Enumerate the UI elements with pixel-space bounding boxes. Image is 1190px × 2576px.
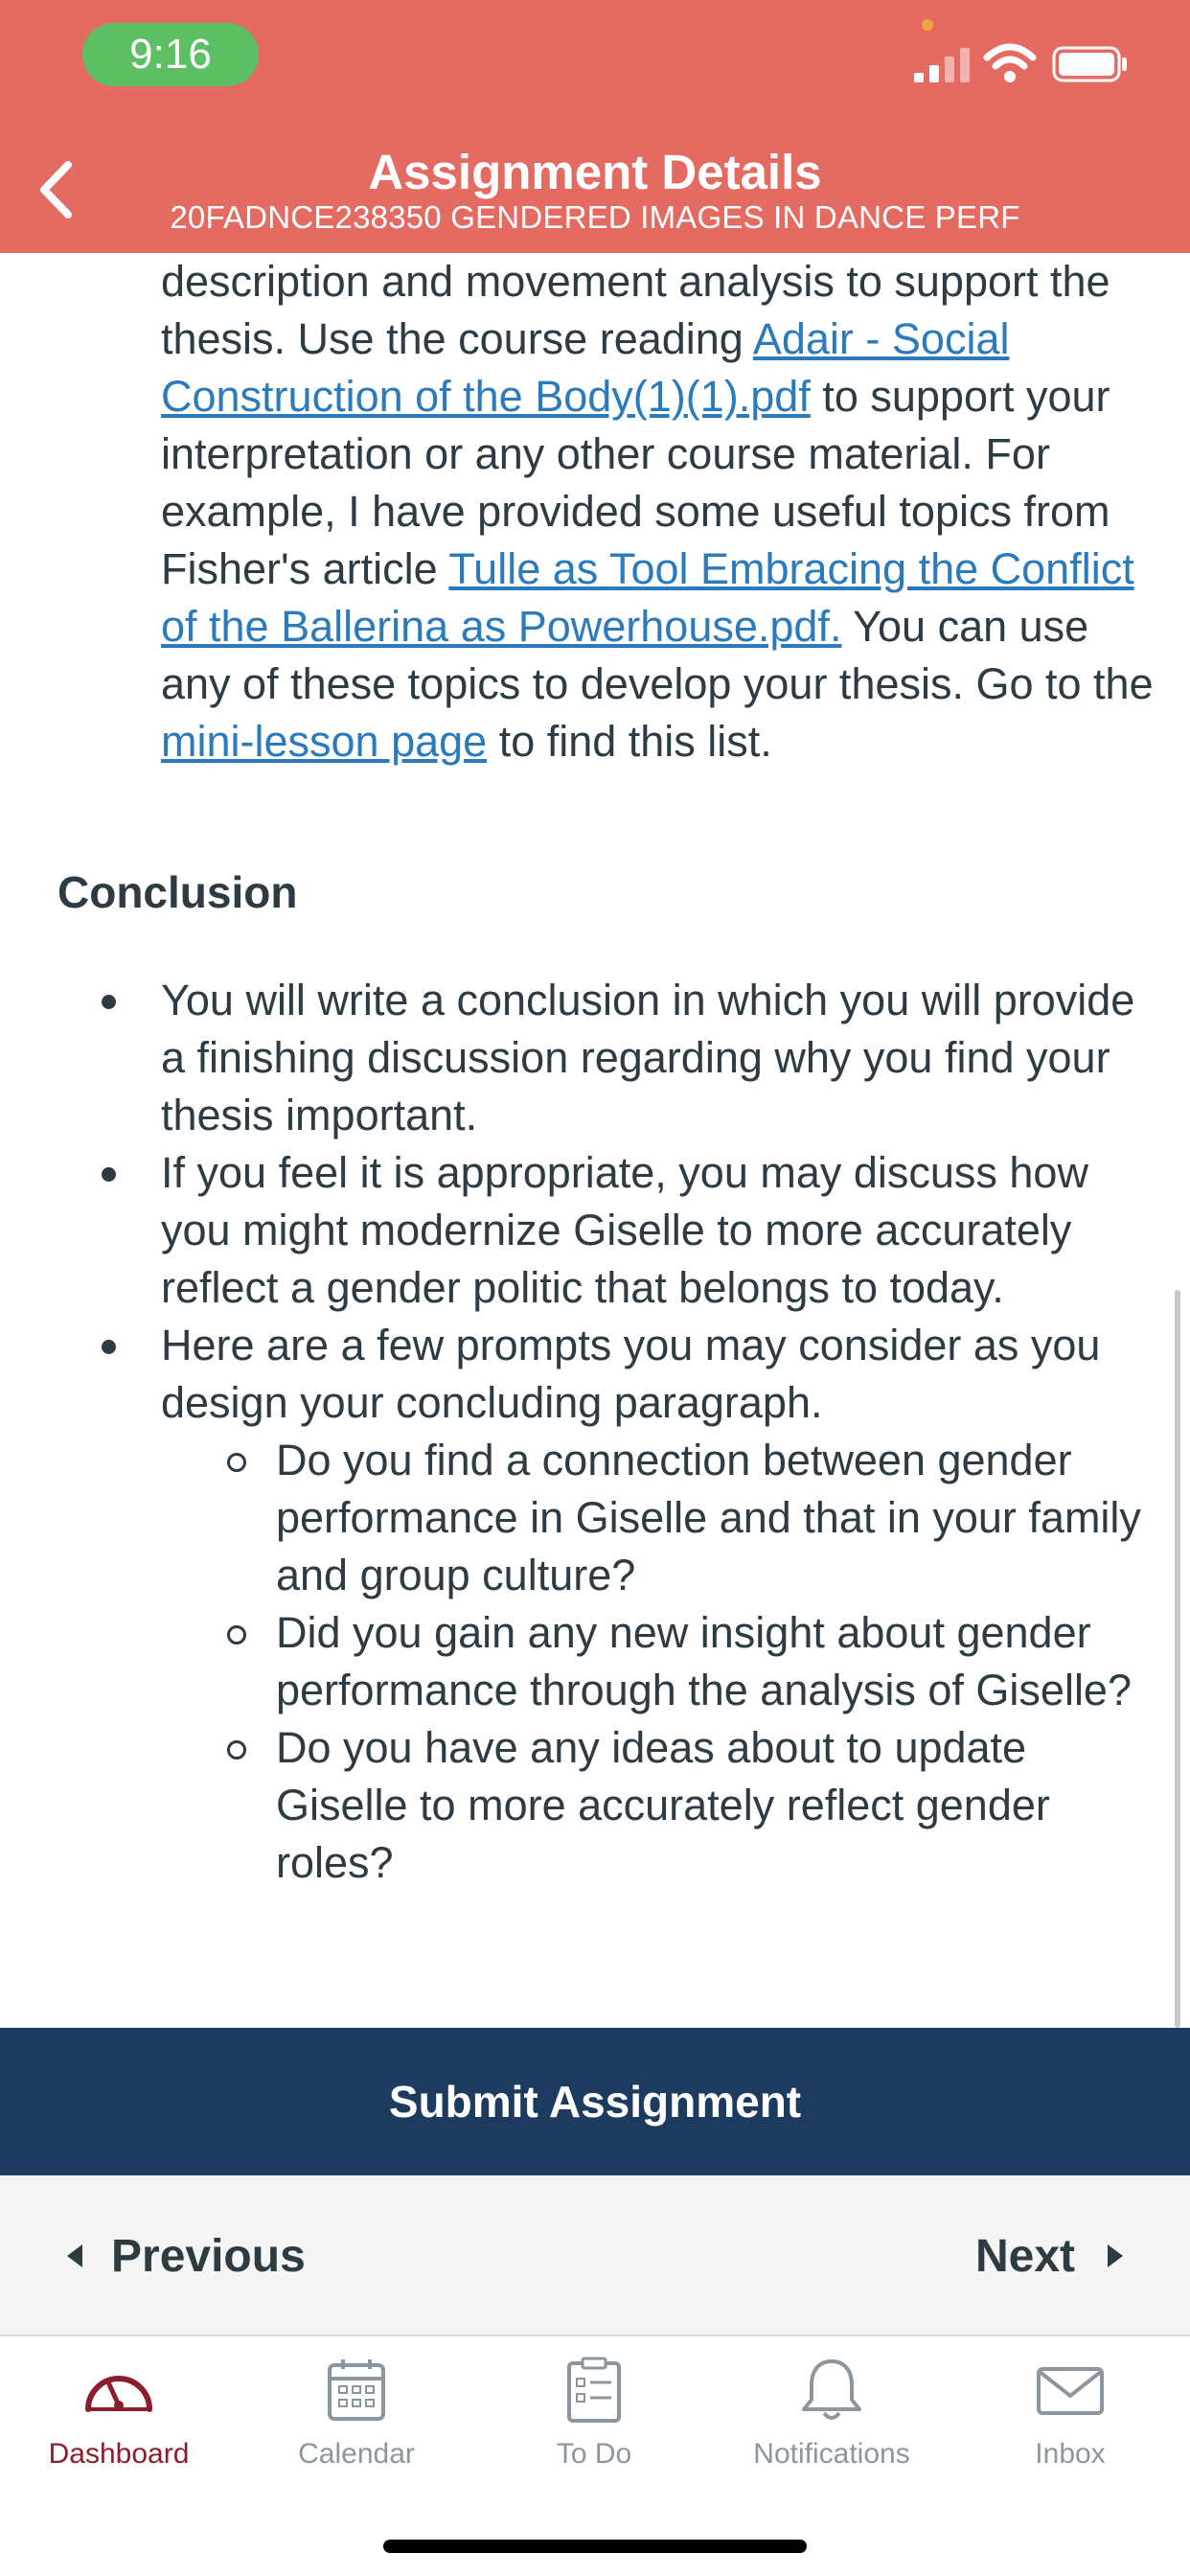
sub-list-item: Did you gain any new insight about gender performance through the analysis of Giselle? xyxy=(276,1604,1157,1719)
tab-dashboard[interactable] xyxy=(0,2356,238,2499)
list-item-text: Here are a few prompts you may consider as you design your concluding paragraph. xyxy=(161,1321,1101,1427)
intro-text-3: You can use any of these topics to develop your thesis. Go to the xyxy=(161,602,1154,708)
sub-list-item: Do you have any ideas about to update Giselle to more accurately reflect gender roles? xyxy=(276,1719,1157,1892)
tab-label: Calendar xyxy=(298,2438,415,2470)
recording-indicator-icon xyxy=(922,19,933,31)
home-indicator[interactable] xyxy=(383,2540,807,2553)
tab-label: Inbox xyxy=(1035,2438,1106,2470)
caret-right-icon xyxy=(1108,2244,1123,2267)
list-item xyxy=(161,1317,1157,1892)
tab-calendar[interactable] xyxy=(238,2356,475,2499)
previous-button[interactable] xyxy=(67,2225,306,2287)
submit-assignment-button[interactable]: Submit Assignment xyxy=(0,2028,1190,2175)
app-header xyxy=(0,0,1190,253)
assignment-content[interactable] xyxy=(0,253,1190,2028)
conclusion-heading: Conclusion xyxy=(57,867,298,917)
tab-todo[interactable] xyxy=(475,2356,713,2499)
content-scrollbar[interactable] xyxy=(1175,1290,1180,2028)
calendar-icon xyxy=(326,2356,387,2423)
battery-icon xyxy=(1052,46,1129,82)
tab-label: To Do xyxy=(556,2438,632,2470)
tab-notifications[interactable] xyxy=(713,2356,950,2499)
next-label: Next xyxy=(974,2230,1075,2282)
tab-label: Dashboard xyxy=(48,2438,190,2470)
wifi-icon xyxy=(983,42,1037,84)
conclusion-list xyxy=(161,972,1157,1892)
next-button[interactable] xyxy=(975,2225,1123,2287)
prompt-sublist xyxy=(276,1432,1157,1892)
sub-list-item: Do you find a connection between gender performance in Giselle and that in your family and group culture? xyxy=(276,1432,1157,1604)
tab-label: Notifications xyxy=(753,2438,910,2470)
cellular-signal-icon xyxy=(914,48,970,82)
previous-label: Previous xyxy=(111,2230,306,2282)
caret-left-icon xyxy=(67,2244,82,2267)
bell-icon xyxy=(798,2356,865,2423)
adair-reading-link[interactable]: Adair - Social Construction of the Body(1)(1).pdf xyxy=(161,314,1010,421)
tab-inbox[interactable] xyxy=(950,2356,1190,2499)
tulle-article-link[interactable]: Tulle as Tool Embracing the Conflict of the Ballerina as Powerhouse.pdf. xyxy=(161,544,1134,651)
list-item: You will write a conclusion in which you will provide a finishing discussion regarding why you find your thesis important. xyxy=(161,972,1157,1144)
list-item: If you feel it is appropriate, you may discuss how you might modernize Giselle to more accurately reflect a gender politic that belongs to today. xyxy=(161,1144,1157,1317)
mini-lesson-link[interactable]: mini-lesson page xyxy=(161,717,488,766)
page-title: Assignment Details xyxy=(368,145,822,199)
intro-text-2: to support your interpretation or any other course material. For example, I have provided some useful topics from Fisher's article xyxy=(161,372,1110,593)
clipboard-icon xyxy=(563,2356,625,2423)
status-time: 9:16 xyxy=(82,23,259,86)
assignment-pager xyxy=(0,2175,1190,2336)
envelope-icon xyxy=(1035,2356,1106,2423)
intro-paragraph xyxy=(161,253,1157,770)
course-subtitle: 20FADNCE238350 GENDERED IMAGES IN DANCE PERF xyxy=(170,199,1020,235)
intro-text-4: to find this list. xyxy=(487,717,772,766)
intro-text-1: description and movement analysis to support the thesis. Use the course reading xyxy=(161,257,1110,363)
dashboard-gauge-icon xyxy=(80,2356,157,2423)
